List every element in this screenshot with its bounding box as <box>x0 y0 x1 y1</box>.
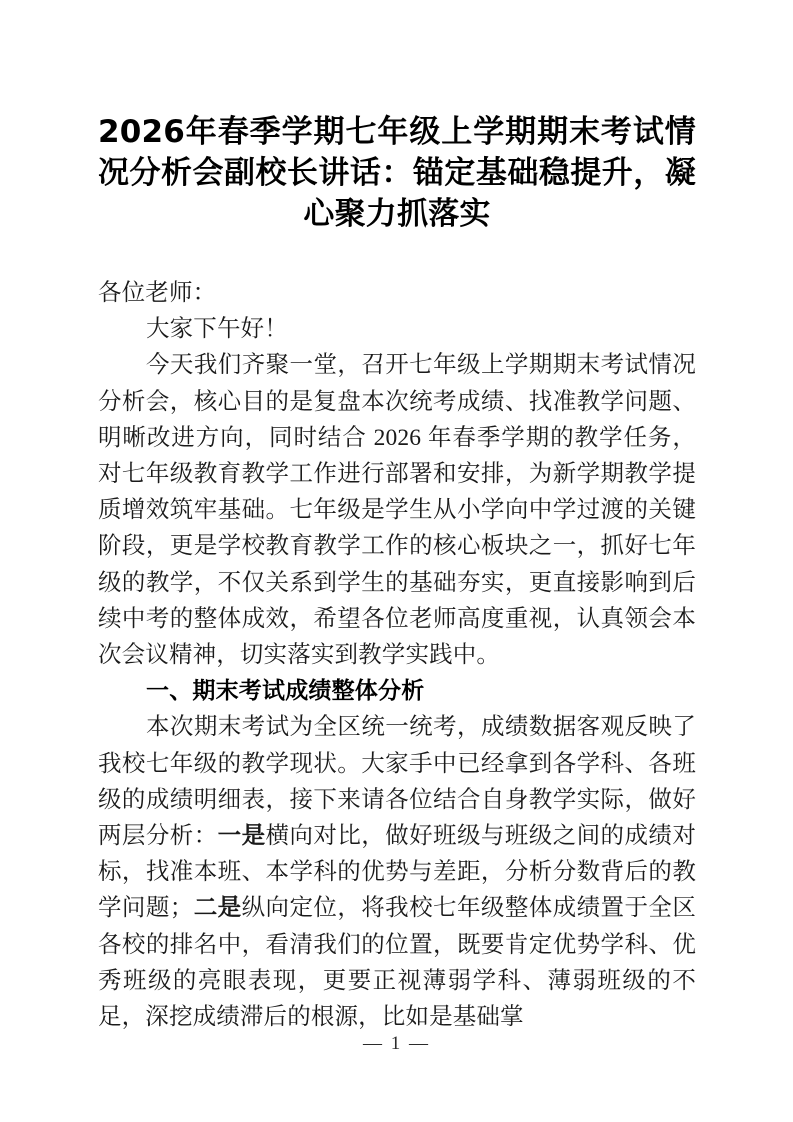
salutation: 各位老师： <box>98 280 217 306</box>
section-one-seg-4: 纵向定位，将我校七年级整体成绩置于全区各校的排名中，看清我们的位置，既要肯定优势学科、优秀班级的亮眼表现，更要正视薄弱学科、薄弱班级的不足，深挖成绩滞后的根源，比如是基础掌 <box>98 895 696 1031</box>
section-heading-one: 一、期末考试成绩整体分析 <box>146 678 425 705</box>
section-one-seg-1: 一是 <box>217 823 266 850</box>
section-one-body <box>98 709 696 1035</box>
greeting: 大家下午好！ <box>146 316 288 343</box>
section-one-seg-3: 二是 <box>193 895 242 922</box>
section-one-seg-2: 横向对比，做好班级与班级之间的成绩对标，找准本班、本学科的优势与差距，分析分数背后的教学问题； <box>98 823 697 922</box>
page-number-footer: — 1 — <box>363 1033 430 1054</box>
page-title: 2026年春季学期七年级上学期期末考试情况分析会副校长讲话：锚定基础稳提升，凝心聚力抓落实 <box>98 114 696 232</box>
opening-paragraph: 今天我们齐聚一堂，召开七年级上学期期末考试情况分析会，核心目的是复盘本次统考成绩、找准教学问题、明晰改进方向，同时结合 2026 年春季学期的教学任务，对七年级教育教学工作进行部署和安排，为新学期教学提质增效筑牢基础。七年级是学生从小学向中学过渡的关键阶段，更是学校教育教学工作的核心板块之一，抓好七年级的教学，不仅关系到学生的基础夯实，更直接影响到后续中考的整体成效，希望各位老师高度重视，认真领会本次会议精神，切实落实到教学实践中。 <box>98 352 696 669</box>
section-one-seg-0: 本次期末考试为全区统一统考，成绩数据客观反映了我校七年级的教学现状。大家手中已经拿到各学科、各班级的成绩明细表，接下来请各位结合自身教学实际，做好两层分析： <box>98 714 696 850</box>
title-body-spacer <box>98 235 696 275</box>
document-content <box>98 0 696 1035</box>
